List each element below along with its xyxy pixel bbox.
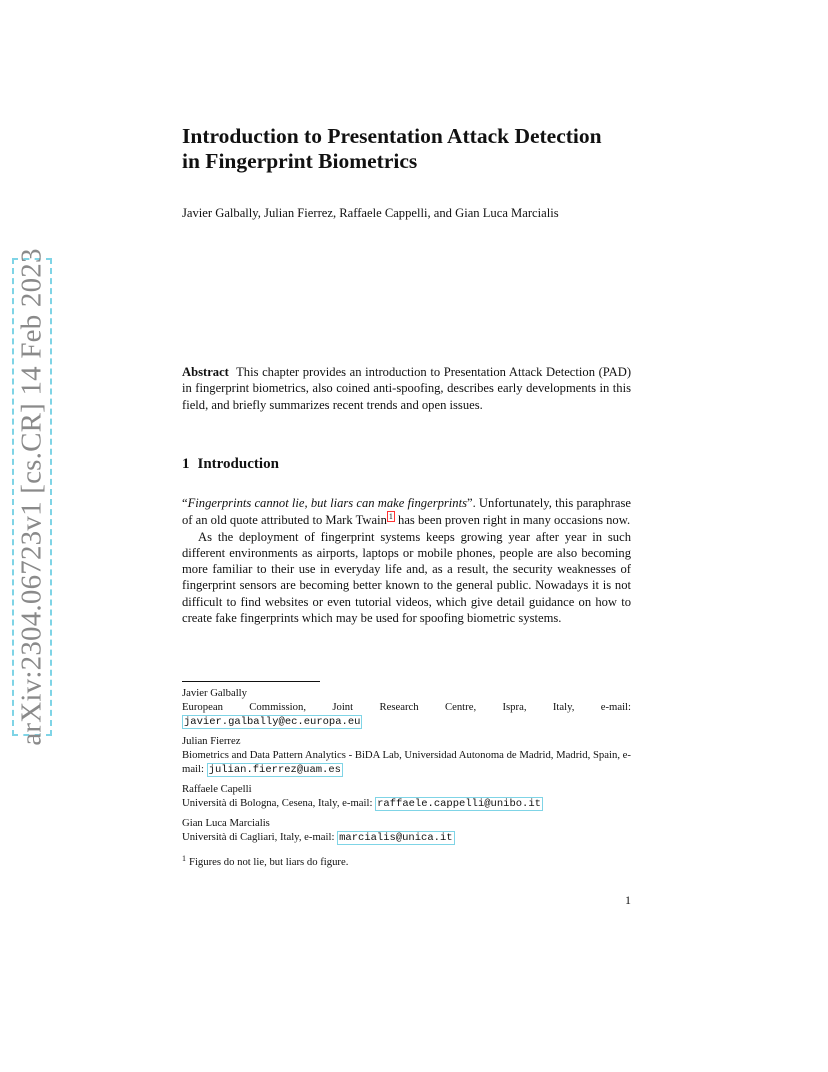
email-link-marcialis[interactable]: marcialis@unica.it [339,832,453,844]
affiliation-capelli [182,782,631,811]
affiliation-word: Joint [332,701,354,713]
title-line-1: Introduction to Presentation Attack Detection [182,124,602,148]
quote-continuation: ”. Unfortunately, this paraphrase of an old quote attributed to Mark Twain [182,496,631,528]
affiliation-text [182,830,631,845]
paragraph-1 [182,495,631,529]
footnote-text: Figures do not lie, but liars do figure. [189,856,349,868]
affiliation-word: Centre, [444,701,477,713]
footnote-1 [182,852,631,869]
abstract-label: Abstract [182,365,229,379]
affiliation-fierrez [182,734,631,777]
email-link-fierrez[interactable]: julian.fierrez@uam.es [208,764,341,776]
affiliation-name: Javier Galbally [182,687,247,699]
footnote-link[interactable]: 1 [388,512,393,522]
arxiv-identifier-stamp[interactable] [12,248,52,746]
affiliation-institution: Università di Bologna, Cesena, Italy, e-mail: [182,797,376,809]
affiliation-text [182,748,631,777]
quote-text: Fingerprints cannot lie, but liars can make fingerprints [187,496,467,510]
section-heading [182,455,631,473]
email-link-galbally[interactable]: javier.galbally@ec.europa.eu [184,716,361,728]
email-link-capelli[interactable]: raffaele.cappelli@unibo.it [377,798,541,810]
abstract [182,364,631,413]
page-number: 1 [625,893,631,907]
affiliation-marcialis [182,816,631,845]
abstract-text: This chapter provides an introduction to Presentation Attack Detection (PAD) in fingerprint biometrics, also coined anti-spoofing, describes early developments in this field, and briefly summarizes recent trends and open issues. [182,365,632,412]
affiliation-word: Research [379,701,419,713]
affiliation-word: European [182,701,223,713]
quote-open: “ [182,496,188,510]
section-title: Introduction [197,456,279,472]
title-line-2: in Fingerprint Biometrics [182,149,418,173]
footnotes [182,686,631,874]
affiliation-name: Julian Fierrez [182,735,241,747]
paper-title [182,124,642,174]
affiliation-word: Ispra, [502,701,527,713]
footnote-mark: 1 [182,854,186,863]
affiliation-institution: Università di Cagliari, Italy, e-mail: [182,831,338,843]
section-number: 1 [182,456,190,472]
body-text [182,495,631,626]
affiliation-galbally [182,686,631,729]
paragraph-2: As the deployment of fingerprint systems keeps growing year after year in such different environments as airports, laptops or mobile phones, people are also becoming more familiar to their use in everyday life and, as a result, the security weaknesses of fingerprint sensors are becoming better known to the general public. Nowadays it is not difficult to find websites or even tutorial videos, which give detail guidance on how to create fake fingerprints which may be used for spoofing biometric systems. [182,529,631,626]
affiliation-text [182,796,631,811]
affiliation-text [182,700,631,714]
author-list: Javier Galbally, Julian Fierrez, Raffaele Cappelli, and Gian Luca Marcialis [182,206,559,220]
paragraph-1-tail: has been proven right in many occasions now. [394,513,631,528]
affiliation-word: e-mail: [600,701,631,713]
arxiv-identifier: arXiv:2304.06723v1 [cs.CR] 14 Feb 2023 [15,248,48,746]
affiliation-word: Italy, [552,701,575,713]
affiliation-institution: Biometrics and Data Pattern Analytics - BiDA Lab, Universidad Autonoma de Madrid, Madrid, Spain, e-mail: [182,749,631,775]
footnote-rule [182,681,320,682]
affiliation-name: Gian Luca Marcialis [182,817,270,829]
affiliation-name: Raffaele Capelli [182,783,252,795]
affiliation-word: Commission, [249,701,306,713]
